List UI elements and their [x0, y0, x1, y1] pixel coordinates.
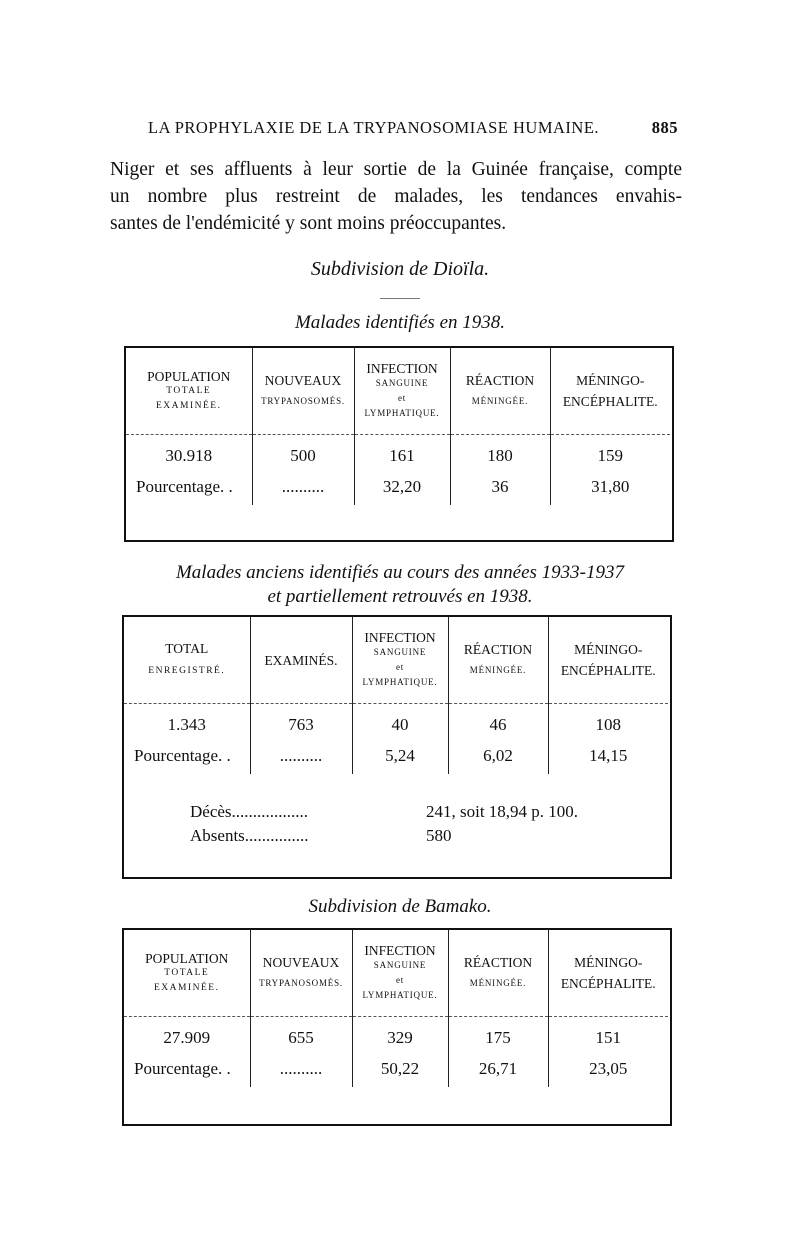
cell-dots: ..........	[250, 1055, 352, 1087]
table-row	[126, 473, 670, 505]
cell-value: 46	[448, 704, 548, 742]
table-row	[124, 704, 668, 742]
table-header-row	[126, 348, 670, 435]
section-title-bamako: Subdivision de Bamako.	[308, 896, 492, 917]
table-bamako	[124, 930, 668, 1087]
cell-value: 151	[548, 1017, 668, 1055]
caption-anciens-line1: Malades anciens identifiés au cours des années 1933-1937	[175, 562, 624, 583]
table-row	[124, 1017, 668, 1055]
percent-label: Pourcentage. .	[136, 477, 233, 496]
cell-percent: 31,80	[550, 473, 670, 505]
table-row	[124, 742, 668, 774]
table-row	[126, 435, 670, 473]
percent-label: Pourcentage. .	[134, 1059, 231, 1078]
intro-line: un nombre plus restreint de malades, les tendances envahis-	[110, 186, 682, 207]
cell-value: 30.918	[165, 446, 213, 465]
cell-percent: 14,15	[548, 742, 668, 774]
cell-value: 763	[250, 704, 352, 742]
intro-line: Niger et ses affluents à leur sortie de la Guinée française, compte	[110, 159, 682, 180]
cell-value: 180	[450, 435, 550, 473]
header-total: TOTAL ENREGISTRÉ.	[148, 641, 226, 676]
cell-percent: 36	[450, 473, 550, 505]
summary-block	[190, 800, 630, 848]
header-population: POPULATION TOTALE EXAMINÉE.	[147, 368, 231, 411]
cell-dots: ..........	[250, 742, 352, 774]
table-row	[124, 1055, 668, 1087]
header-nouveaux: NOUVEAUX TRYPANOSOMÉS.	[252, 348, 354, 435]
cell-dots: ..........	[252, 473, 354, 505]
cell-value: 27.909	[163, 1028, 211, 1047]
cell-value: 1.343	[167, 715, 206, 734]
cell-value: 108	[548, 704, 668, 742]
cell-percent: 26,71	[448, 1055, 548, 1087]
header-nouveaux: NOUVEAUX TRYPANOSOMÉS.	[250, 930, 352, 1017]
table-anciens	[124, 617, 668, 774]
caption-1938: Malades identifiés en 1938.	[294, 312, 506, 333]
absents-label: Absents...............	[190, 826, 309, 845]
cell-value: 500	[252, 435, 354, 473]
header-meningo: MÉNINGO- ENCÉPHALITE.	[550, 348, 670, 435]
header-infection: INFECTION SANGUINE et LYMPHATIQUE.	[352, 617, 448, 704]
header-infection: INFECTION SANGUINE et LYMPHATIQUE.	[352, 930, 448, 1017]
cell-percent: 5,24	[352, 742, 448, 774]
deces-label: Décès..................	[190, 802, 309, 821]
ornament-rule	[380, 298, 420, 299]
cell-value: 175	[448, 1017, 548, 1055]
cell-value: 159	[550, 435, 670, 473]
page-number: 885	[651, 118, 678, 137]
cell-value: 40	[352, 704, 448, 742]
table-header-row	[124, 617, 668, 704]
percent-label: Pourcentage. .	[134, 746, 231, 765]
running-head	[148, 118, 678, 138]
cell-percent: 50,22	[352, 1055, 448, 1087]
header-population: POPULATION TOTALE EXAMINÉE.	[145, 950, 229, 993]
absents-value: 580	[426, 826, 452, 845]
header-reaction: RÉACTION MÉNINGÉE.	[448, 930, 548, 1017]
caption-anciens-line2: et partiellement retrouvés en 1938.	[267, 586, 533, 607]
cell-value: 655	[250, 1017, 352, 1055]
header-reaction: RÉACTION MÉNINGÉE.	[450, 348, 550, 435]
summary-absents	[190, 824, 630, 848]
summary-deces	[190, 800, 630, 824]
table-dioila	[126, 348, 670, 505]
intro-paragraph	[110, 156, 682, 237]
cell-percent: 32,20	[354, 473, 450, 505]
cell-percent: 6,02	[448, 742, 548, 774]
running-title: LA PROPHYLAXIE DE LA TRYPANOSOMIASE HUMAINE.	[148, 118, 600, 137]
header-infection: INFECTION SANGUINE et LYMPHATIQUE.	[354, 348, 450, 435]
header-reaction: RÉACTION MÉNINGÉE.	[448, 617, 548, 704]
header-examines: EXAMINÉS.	[250, 617, 352, 704]
cell-value: 161	[354, 435, 450, 473]
cell-value: 329	[352, 1017, 448, 1055]
header-meningo: MÉNINGO- ENCÉPHALITE.	[548, 930, 668, 1017]
section-title-dioila: Subdivision de Dioïla.	[310, 258, 490, 280]
intro-line: santes de l'endémicité y sont moins préoccupantes.	[110, 213, 507, 234]
header-meningo: MÉNINGO- ENCÉPHALITE.	[548, 617, 668, 704]
table-header-row	[124, 930, 668, 1017]
deces-value: 241, soit 18,94 p. 100.	[426, 802, 579, 821]
cell-percent: 23,05	[548, 1055, 668, 1087]
